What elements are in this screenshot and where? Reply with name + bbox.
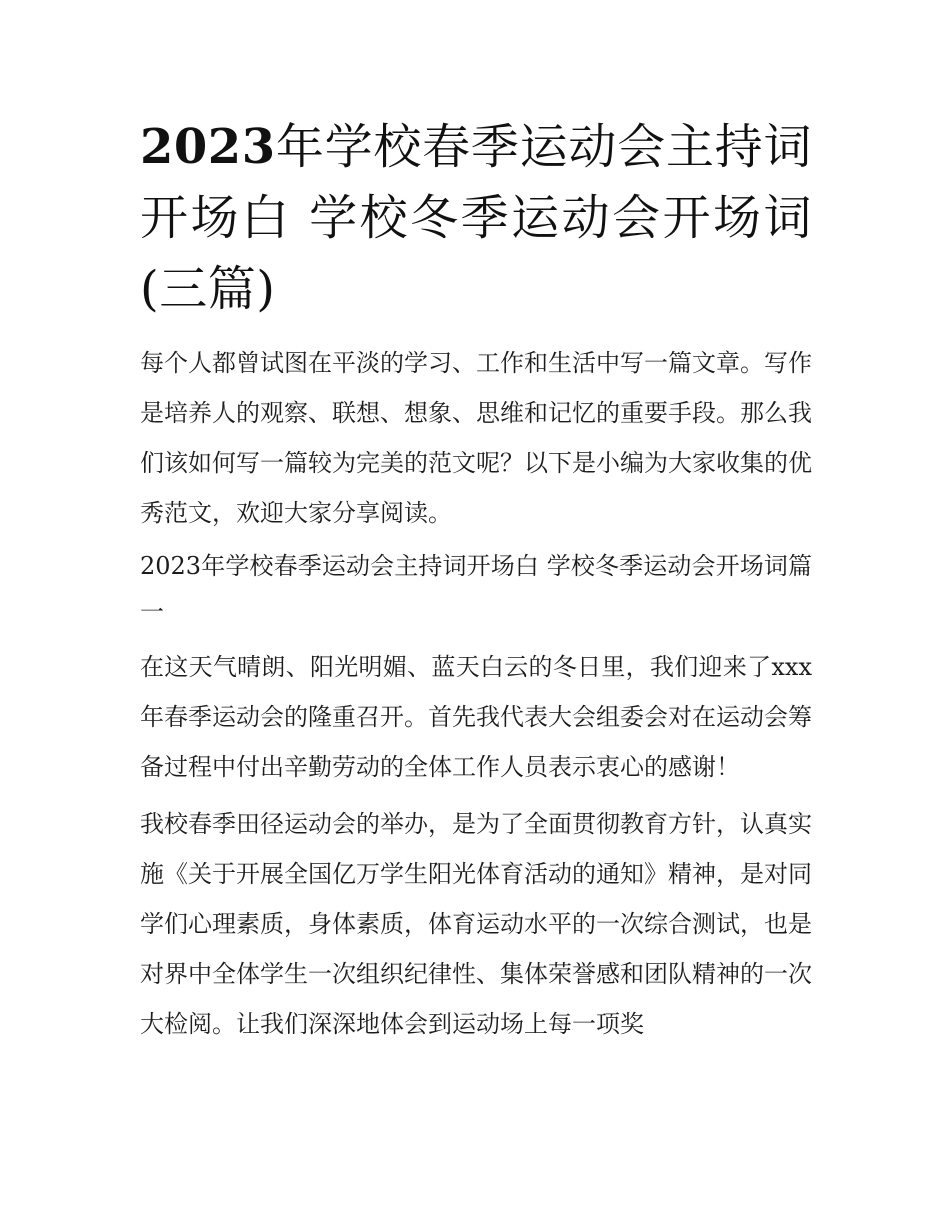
intro-paragraph: 每个人都曾试图在平淡的学习、工作和生活中写一篇文章。写作是培养人的观察、联想、想象、思维和记忆的重要手段。那么我们该如何写一篇较为完美的范文呢？以下是小编为大家收集的优秀范文，欢迎大家分享阅读。 [140,349,812,527]
document-title [140,112,812,325]
title-text: 年学校春季运动会主持词开场白 学校冬季运动会开场词(三篇) [140,119,812,317]
document-content [140,112,812,1049]
body-paragraph-purpose: 我校春季田径运动会的举办，是为了全面贯彻教育方针，认真实施《关于开展全国亿万学生阳光体育活动的通知》精神，是对同学们心理素质，身体素质，体育运动水平的一次综合测试，也是对界中全体学生一次组织纪律性、集体荣誉感和团队精神的一次大检阅。让我们深深地体会到运动场上每一项奖 [140,810,812,1038]
title-year: 2023 [140,119,276,175]
section-heading-part-one: 2023年学校春季运动会主持词开场白 学校冬季运动会开场词篇一 [140,552,812,626]
body-paragraph-opening: 在这天气晴朗、阳光明媚、蓝天白云的冬日里，我们迎来了xxx年春季运动会的隆重召开。首先我代表大会组委会对在运动会筹备过程中付出辛勤劳动的全体工作人员表示衷心的感谢！ [140,653,812,781]
